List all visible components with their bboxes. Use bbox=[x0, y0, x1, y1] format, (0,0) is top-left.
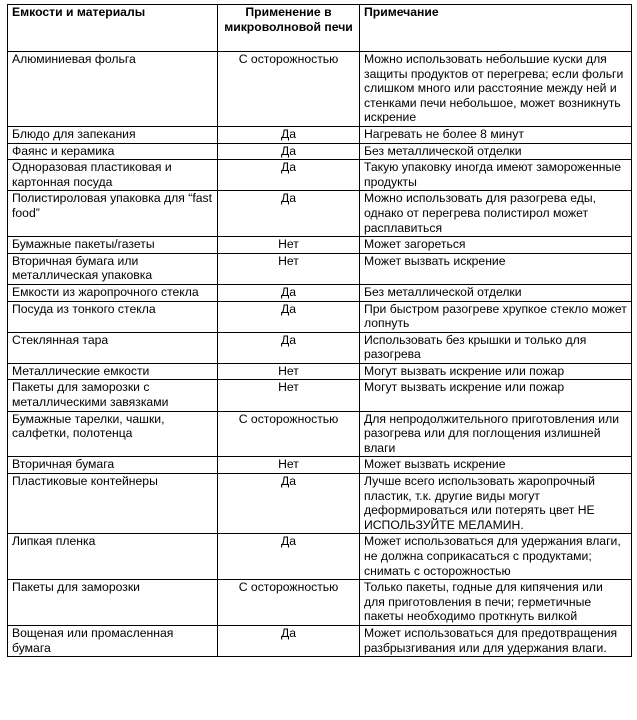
table-row bbox=[8, 253, 632, 284]
header-note: Примечание bbox=[360, 5, 632, 52]
usage-cell: С осторожностью bbox=[218, 411, 360, 457]
material-cell: Алюминиевая фольга bbox=[8, 52, 218, 127]
header-materials: Емкости и материалы bbox=[8, 5, 218, 52]
usage-cell: Да bbox=[218, 534, 360, 580]
usage-cell: Да bbox=[218, 191, 360, 237]
material-cell: Липкая пленка bbox=[8, 534, 218, 580]
usage-cell: С осторожностью bbox=[218, 580, 360, 626]
usage-cell: Нет bbox=[218, 237, 360, 254]
table-row bbox=[8, 237, 632, 254]
material-cell: Вторичная бумага bbox=[8, 457, 218, 474]
note-cell: Лучше всего использовать жаропрочный пластик, т.к. другие виды могут деформироваться или потерять цвет НЕ ИСПОЛЬЗУЙТЕ МЕЛАМИН. bbox=[360, 474, 632, 534]
material-cell: Металлические емкости bbox=[8, 363, 218, 380]
table-row bbox=[8, 126, 632, 143]
material-cell: Вощеная или промасленная бумага bbox=[8, 625, 218, 656]
header-usage: Применение в микроволновой печи bbox=[218, 5, 360, 52]
usage-cell: Да bbox=[218, 332, 360, 363]
note-cell: Использовать без крышки и только для разогрева bbox=[360, 332, 632, 363]
material-cell: Блюдо для запекания bbox=[8, 126, 218, 143]
note-cell: Можно использовать для разогрева еды, однако от перегрева полистирол может расплавиться bbox=[360, 191, 632, 237]
note-cell: Можно использовать небольшие куски для защиты продуктов от перегрева; если фольги слишком много или расстояние между ней и стенками печи небольшое, может возникнуть искрение bbox=[360, 52, 632, 127]
usage-cell: Нет bbox=[218, 380, 360, 411]
usage-cell: Да bbox=[218, 160, 360, 191]
material-cell: Вторичная бумага или металлическая упаковка bbox=[8, 253, 218, 284]
material-cell: Пакеты для заморозки с металлическими завязками bbox=[8, 380, 218, 411]
note-cell: Могут вызвать искрение или пожар bbox=[360, 380, 632, 411]
table-row bbox=[8, 580, 632, 626]
note-cell: Может использоваться для удержания влаги, не должна соприкасаться с продуктами; снимать с осторожностью bbox=[360, 534, 632, 580]
table-row bbox=[8, 143, 632, 160]
material-cell: Полистироловая упаковка для “fast food” bbox=[8, 191, 218, 237]
table-row bbox=[8, 52, 632, 127]
microwave-materials-table bbox=[7, 4, 632, 657]
usage-cell: Нет bbox=[218, 253, 360, 284]
material-cell: Посуда из тонкого стекла bbox=[8, 301, 218, 332]
usage-cell: С осторожностью bbox=[218, 52, 360, 127]
table-row bbox=[8, 363, 632, 380]
note-cell: Нагревать не более 8 минут bbox=[360, 126, 632, 143]
note-cell: Только пакеты, годные для кипячения или для приготовления в печи; герметичные пакеты необходимо проткнуть вилкой bbox=[360, 580, 632, 626]
material-cell: Фаянс и керамика bbox=[8, 143, 218, 160]
table-row bbox=[8, 160, 632, 191]
table-row bbox=[8, 284, 632, 301]
usage-cell: Да bbox=[218, 625, 360, 656]
table-row bbox=[8, 301, 632, 332]
table-row bbox=[8, 191, 632, 237]
table-row bbox=[8, 625, 632, 656]
note-cell: Для непродолжительного приготовления или разогрева или для поглощения излишней влаги bbox=[360, 411, 632, 457]
material-cell: Бумажные тарелки, чашки, салфетки, полотенца bbox=[8, 411, 218, 457]
usage-cell: Да bbox=[218, 474, 360, 534]
material-cell: Емкости из жаропрочного стекла bbox=[8, 284, 218, 301]
note-cell: Без металлической отделки bbox=[360, 284, 632, 301]
note-cell: Без металлической отделки bbox=[360, 143, 632, 160]
usage-cell: Да bbox=[218, 284, 360, 301]
material-cell: Стеклянная тара bbox=[8, 332, 218, 363]
material-cell: Пластиковые контейнеры bbox=[8, 474, 218, 534]
note-cell: При быстром разогреве хрупкое стекло может лопнуть bbox=[360, 301, 632, 332]
usage-cell: Да bbox=[218, 143, 360, 160]
note-cell: Может вызвать искрение bbox=[360, 457, 632, 474]
table-row bbox=[8, 411, 632, 457]
table-row bbox=[8, 380, 632, 411]
note-cell: Такую упаковку иногда имеют замороженные продукты bbox=[360, 160, 632, 191]
table-row bbox=[8, 457, 632, 474]
table-row bbox=[8, 332, 632, 363]
material-cell: Бумажные пакеты/газеты bbox=[8, 237, 218, 254]
note-cell: Может использоваться для предотвращения разбрызгивания или для удержания влаги. bbox=[360, 625, 632, 656]
table-header-row bbox=[8, 5, 632, 52]
usage-cell: Нет bbox=[218, 363, 360, 380]
material-cell: Пакеты для заморозки bbox=[8, 580, 218, 626]
note-cell: Может вызвать искрение bbox=[360, 253, 632, 284]
table-row bbox=[8, 474, 632, 534]
usage-cell: Да bbox=[218, 301, 360, 332]
note-cell: Могут вызвать искрение или пожар bbox=[360, 363, 632, 380]
table-body bbox=[8, 52, 632, 657]
note-cell: Может загореться bbox=[360, 237, 632, 254]
usage-cell: Нет bbox=[218, 457, 360, 474]
table-row bbox=[8, 534, 632, 580]
usage-cell: Да bbox=[218, 126, 360, 143]
material-cell: Одноразовая пластиковая и картонная посуда bbox=[8, 160, 218, 191]
